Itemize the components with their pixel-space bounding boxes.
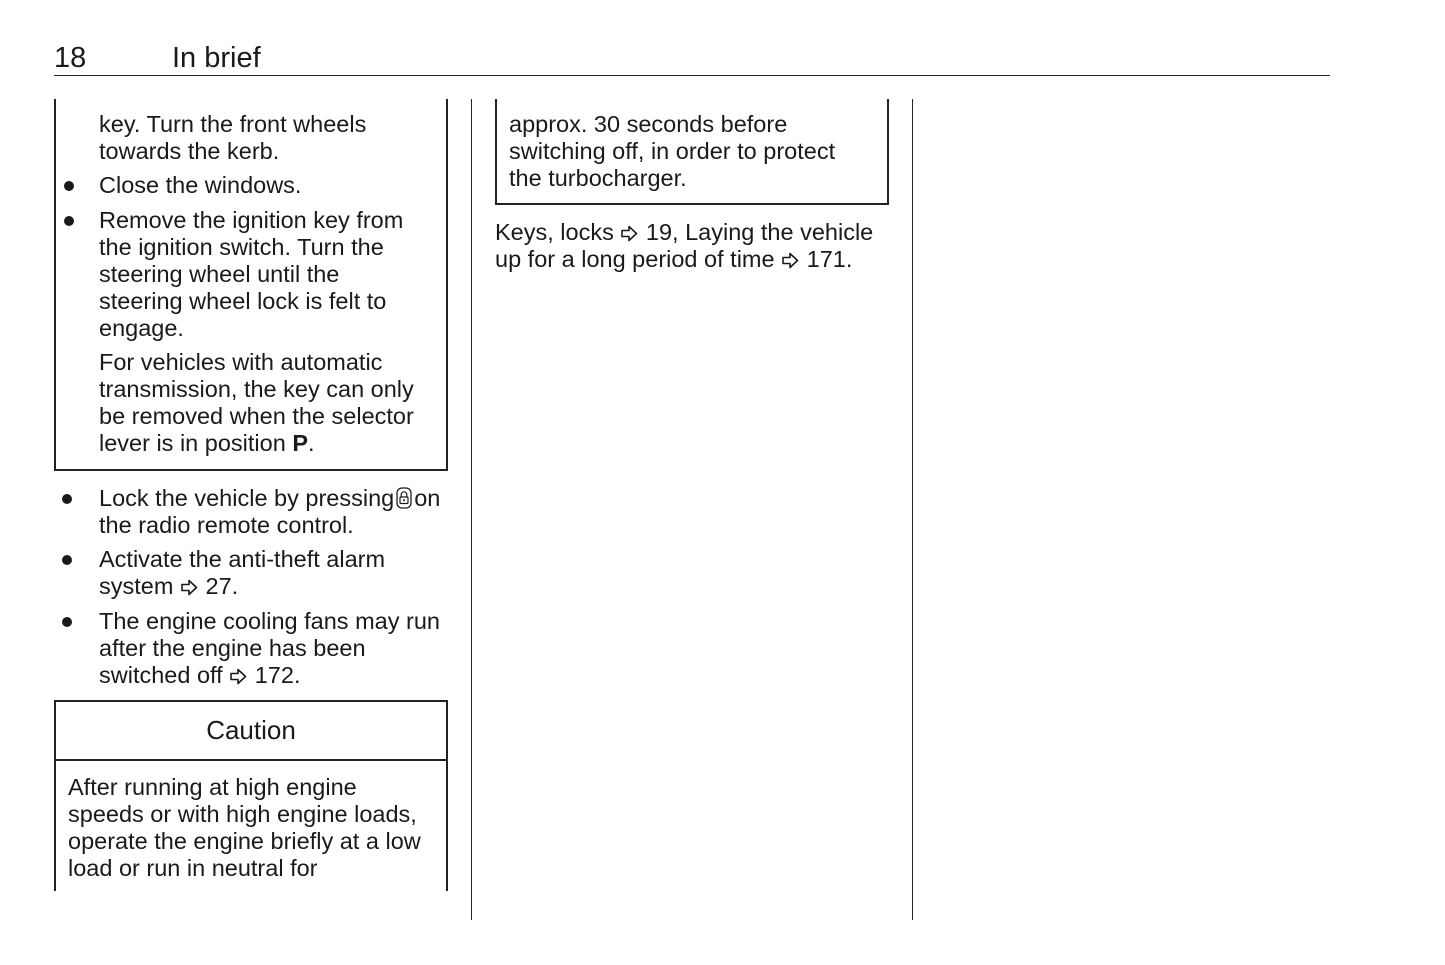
list-item — [56, 207, 446, 342]
cross-reference-paragraph — [495, 219, 895, 273]
page-number: 18 — [54, 42, 87, 74]
caution-title: Caution — [56, 702, 446, 761]
column-divider-1 — [471, 99, 472, 920]
list-item-alarm — [54, 546, 448, 600]
bullet-dot — [62, 555, 72, 565]
cross-reference-line: up for a long period of time 171. — [495, 246, 853, 272]
list-item — [56, 172, 446, 199]
note-line: transmission, the key can only — [99, 376, 414, 402]
list-item-text: switched off 172. — [99, 662, 301, 688]
caution-box-continued — [495, 99, 889, 205]
caution-line: switching off, in order to protect — [509, 138, 836, 164]
selector-position: P — [292, 430, 309, 456]
list-item-text: Close the windows. — [99, 172, 302, 198]
caution-line: load or run in neutral for — [68, 855, 318, 881]
list-item-text: steering wheel lock is felt to — [99, 288, 387, 314]
warning-box-continued — [54, 99, 448, 471]
list-item-text: engage. — [99, 315, 184, 341]
header-rule — [54, 75, 1330, 76]
note-paragraph — [99, 349, 414, 457]
list-item-text: steering wheel until the — [99, 261, 340, 287]
list-item-text: Remove the ignition key from — [99, 207, 404, 233]
list-item-text: Lock the vehicle by pressing on — [99, 485, 441, 511]
remote-lock-button-icon — [396, 487, 412, 509]
caution-line: After running at high engine — [68, 774, 357, 800]
caution-line: operate the engine briefly at a low — [68, 828, 421, 854]
list-item-text: The engine cooling fans may run — [99, 608, 440, 634]
page-reference[interactable]: 27. — [205, 573, 239, 599]
bullet-dot — [62, 617, 72, 627]
continued-text-line: key. Turn the front wheels — [99, 111, 367, 137]
note-line: For vehicles with automatic — [99, 349, 383, 375]
cross-reference-line: Keys, locks 19, Laying the vehicle — [495, 219, 874, 245]
caution-line: the turbocharger. — [509, 165, 687, 191]
page-reference[interactable]: 172. — [254, 662, 301, 688]
caution-box — [54, 700, 448, 891]
page-reference[interactable]: 171. — [806, 246, 853, 272]
list-item-text: the ignition switch. Turn the — [99, 234, 384, 260]
arrow-reference-icon — [782, 252, 799, 269]
arrow-reference-icon — [230, 668, 247, 685]
bullet-dot — [64, 181, 74, 191]
note-line: lever is in position P. — [99, 430, 315, 456]
arrow-reference-icon — [621, 225, 638, 242]
list-item-text: Activate the anti-theft alarm — [99, 546, 386, 572]
caution-line: approx. 30 seconds before — [509, 111, 788, 137]
list-item-fans — [54, 608, 448, 689]
page-reference[interactable]: 19, Laying the vehicle — [645, 219, 874, 245]
continued-text-line: towards the kerb. — [99, 138, 280, 164]
arrow-reference-icon — [181, 579, 198, 596]
column-divider-2 — [912, 99, 913, 920]
list-item-text: system 27. — [99, 573, 239, 599]
list-item-lock — [54, 485, 448, 539]
bullet-dot — [62, 494, 72, 504]
list-item-text: after the engine has been — [99, 635, 366, 661]
caution-line: speeds or with high engine loads, — [68, 801, 417, 827]
section-title: In brief — [172, 42, 261, 74]
note-line: be removed when the selector — [99, 403, 414, 429]
bullet-dot — [64, 216, 74, 226]
list-item-text: the radio remote control. — [99, 512, 354, 538]
